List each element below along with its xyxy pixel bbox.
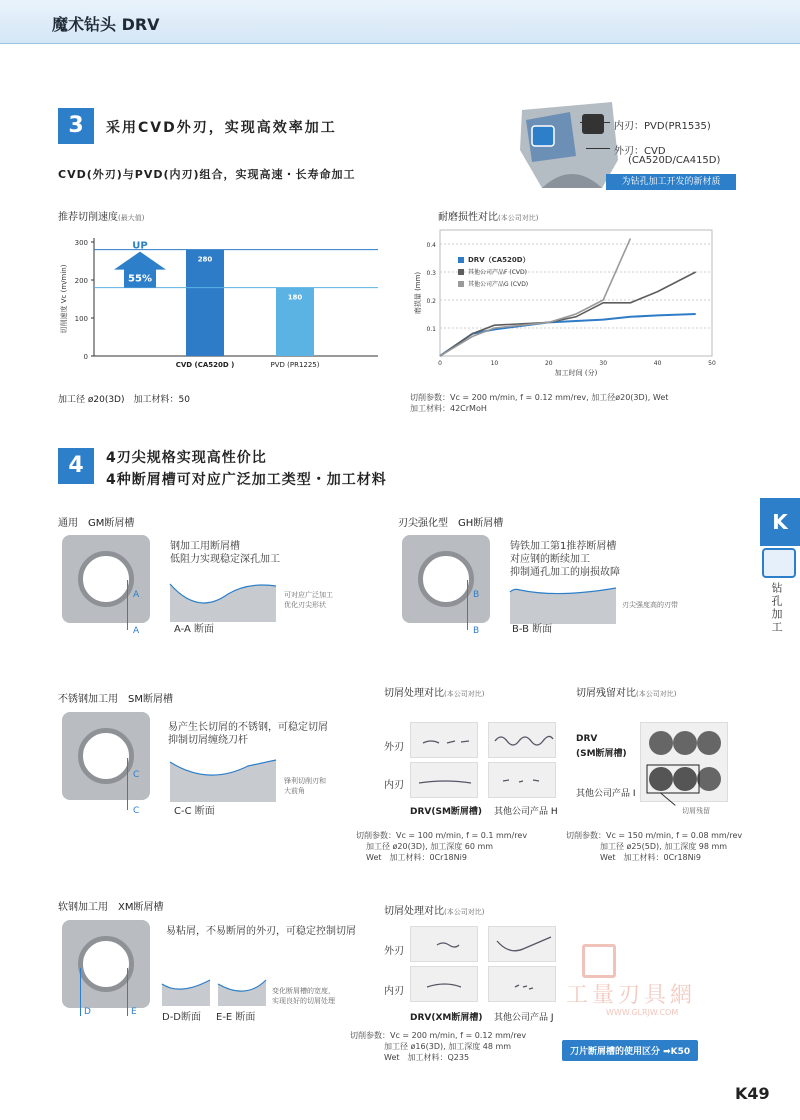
chip-residue-cond-2: 加工径 ø25(5D), 加工深度 98 mm [600,842,728,851]
section-3-number: 3 [58,108,94,144]
speed-chart-title-text: 推荐切削速度 [58,212,118,223]
xm-profile-note-1: 变化断屑槽的宽度， [272,987,335,995]
chip-residue-label: 切屑残留 [682,807,710,815]
gh-mark-top: B [473,590,480,600]
chip-cmp2-col2: 其他公司产品 J [494,1013,554,1023]
new-material-badge: 为钻孔加工开发的新材质 [606,174,736,190]
xm-mark-d: D [84,1007,91,1017]
gm-desc-1: 钢加工用断屑槽 [170,541,240,552]
sm-insert-image [62,712,150,800]
sm-section-profile [168,752,278,802]
chip-residue-title-text: 切屑残留对比 [576,688,636,699]
wear-x-tick-label: 20 [544,360,553,367]
speed-chart-condition: 加工径 ø20(3D) 加工材料：50 [58,395,190,405]
gh-profile-note: 刃尖强度高的刃带 [622,601,678,609]
watermark-logo [582,944,616,978]
chip-cmp1-cond-3: Wet 加工材料：0Cr18Ni9 [366,853,467,862]
groove-usage-link[interactable]: 刀片断屑槽的使用区分 ➡K50 [562,1040,698,1061]
gh-mark-bottom: B [473,626,480,636]
wear-chart-title-note: (本公司对比) [498,214,539,222]
chip-cmp1-col1: DRV(SM断屑槽) [410,807,483,817]
speed-bar-value: 180 [287,293,303,302]
wear-legend-label: 其他公司产品F (CVD) [468,269,527,276]
gm-section-line [127,580,128,630]
gm-title: 通用 GM断屑槽 [58,518,135,529]
chip-cmp2-cond-1: 切削参数：Vc = 200 m/min, f = 0.12 mm/rev [350,1031,527,1040]
chip-cmp1-cond-2: 加工径 ø20(3D), 加工深度 60 mm [366,842,494,851]
leader-inner [580,122,610,123]
chip-residue-drv: DRV [576,734,598,744]
up-percent: 55% [128,273,152,285]
wear-y-tick-label: 0.1 [426,326,436,333]
chip-cmp2-title-note: (本公司对比) [444,908,485,916]
chip-cmp1-drv-inner [410,762,478,798]
chip-cmp2-row-inner: 内刃 [384,986,404,997]
speed-y-tick-label: 300 [74,239,88,247]
gh-title: 刃尖强化型 GH断屑槽 [398,518,504,529]
section-4-title-2: 4种断屑槽可对应广泛加工类型・加工材料 [106,472,387,488]
sm-title: 不锈钢加工用 SM断屑槽 [58,694,173,705]
wear-legend-swatch [458,281,464,287]
chip-cmp2-col1: DRV(XM断屑槽) [410,1013,483,1023]
wear-x-axis-title: 加工时间 (分) [554,369,598,377]
sm-mark-bottom: C [133,806,140,816]
xm-insert-image [62,920,150,1008]
speed-y-tick-label: 200 [74,277,88,285]
chip-residue-cond-3: Wet 加工材料：0Cr18Ni9 [600,853,701,862]
wear-x-tick-label: 50 [708,360,716,367]
gm-desc-2: 低阻力实现稳定深孔加工 [170,554,280,565]
xm-section-e-profile [216,976,268,1006]
wear-y-axis-title: 磨损量 (mm) [414,271,422,315]
gm-profile-note-2: 优化刃尖形状 [284,601,326,609]
wear-x-tick-label: 30 [599,360,608,367]
wear-y-tick-label: 0.3 [426,270,436,277]
xm-mark-e: E [131,1007,137,1017]
section-3-subtitle: CVD(外刃)与PVD(内刃)组合，实现高速・长寿命加工 [58,168,356,181]
gm-profile-note-1: 可对应广泛加工 [284,591,333,599]
wear-chart-condition-2: 加工材料：42CrMoH [410,404,487,413]
sm-section-label: C-C 断面 [174,806,215,817]
gh-desc-3: 抑制通孔加工的崩损故障 [510,567,620,578]
gm-insert-image [62,535,150,623]
chip-residue-cond-1: 切削参数：Vc = 150 m/min, f = 0.08 mm/rev [566,831,743,840]
xm-section-e-label: E-E 断面 [216,1012,256,1023]
gm-section-label: A-A 断面 [174,624,215,635]
sm-profile-note-2: 大前角 [284,787,305,795]
wear-chart-condition-1: 切削参数：Vc = 200 m/min, f = 0.12 mm/rev, 加工径ø20(3D), Wet [410,393,669,402]
chip-residue-other: 其他公司产品 I [576,789,636,799]
gh-insert-image [402,535,490,623]
sm-desc-1: 易产生长切屑的不锈钢，可稳定切屑 [168,722,328,733]
side-tab-k[interactable]: K [760,498,800,546]
wear-y-tick-label: 0.2 [426,298,436,305]
inner-edge-label: 内刃：PVD(PR1535) [614,121,711,132]
speed-y-tick-label: 100 [74,315,88,323]
speed-chart-title [58,208,144,223]
gm-section-profile [168,572,278,622]
speed-bar [186,250,224,356]
chip-cmp1-row-inner: 内刃 [384,780,404,791]
wear-legend-swatch [458,257,464,263]
wear-plot-frame [440,230,712,356]
chip-cmp1-other-outer [488,722,556,758]
wear-y-tick-label: 0.4 [426,242,436,249]
chip-cmp1-row-outer: 外刃 [384,742,404,753]
chip-residue-title [576,684,676,699]
page-title: 魔术钻头 DRV [52,15,160,34]
gh-desc-2: 对应钢的断续加工 [510,554,590,565]
wear-legend-label: 其他公司产品G (CVD) [468,281,529,288]
outer-edge-label: 外刃：CVD [614,146,666,157]
gh-desc-1: 铸铁加工第1推荐断屑槽 [510,541,617,552]
chip-cmp2-title-text: 切屑处理对比 [384,906,444,917]
wear-chart-title [438,208,538,223]
wear-x-tick-label: 0 [438,360,442,367]
xm-section-d-label: D-D断面 [162,1012,202,1023]
wear-x-tick-label: 40 [653,360,662,367]
chip-cmp2-other-outer [488,926,556,962]
xm-profile-note-2: 实现良好的切屑处理 [272,997,335,1005]
chip-cmp2-cond-3: Wet 加工材料：Q235 [384,1053,470,1062]
section-4-title-1: 4刃尖规格实现高性价比 [106,450,267,466]
wear-legend-label: DRV（CA520D） [468,256,530,264]
outer-edge-grades: (CA520D/CA415D) [628,155,721,166]
wear-chart-title-text: 耐磨损性对比 [438,212,498,223]
speed-y-tick-label: 0 [83,353,88,361]
chip-cmp1-title-text: 切屑处理对比 [384,688,444,699]
side-vertical-label: 钻孔加工 [770,582,783,634]
sm-mark-top: C [133,770,140,780]
gm-mark-bottom: A [133,626,140,636]
page-number: K49 [735,1084,770,1103]
section-4-number: 4 [58,448,94,484]
up-label: UP [132,240,148,252]
gm-mark-top: A [133,590,140,600]
chip-cmp2-drv-outer [410,926,478,962]
watermark-url: WWW.GLRJW.COM [606,1008,679,1017]
wear-x-tick-label: 10 [490,360,499,367]
chip-cmp2-other-inner [488,966,556,1002]
chip-cmp2-title [384,902,484,917]
xm-section-line-e [127,968,128,1016]
gh-section-line [467,580,468,630]
wear-line-chart [400,222,720,382]
sm-profile-note-1: 锋利切削刃和 [284,777,326,785]
watermark-text: 工量刃具網 [566,983,697,1008]
sm-section-line [127,758,128,810]
gh-section-profile [508,584,618,624]
speed-y-axis-title: 切削速度 Vc (m/min) [60,264,68,334]
speed-bar-value: 280 [197,255,213,264]
chip-residue-drv-sub: (SM断屑槽) [576,749,627,759]
section-3-title: 采用CVD外刃，实现高效率加工 [106,120,337,136]
chip-cmp1-drv-outer [410,722,478,758]
chip-cmp2-drv-inner [410,966,478,1002]
wear-legend-swatch [458,269,464,275]
xm-section-line-d [80,968,81,1016]
speed-chart-title-note: (最大值) [118,214,145,222]
leader-outer [586,148,610,149]
sm-desc-2: 抑制切屑缠绕刀杆 [168,735,248,746]
chip-cmp1-other-inner [488,762,556,798]
chip-cmp1-title [384,684,484,699]
speed-bar-chart [56,222,386,382]
xm-desc: 易粘屑，不易断屑的外刃，可稳定控制切屑 [166,926,356,937]
chip-residue-photo [640,722,728,802]
xm-section-d-profile [160,976,212,1006]
chip-cmp1-cond-1: 切削参数：Vc = 100 m/min, f = 0.1 mm/rev [356,831,528,840]
drill-icon [762,548,796,578]
chip-cmp2-cond-2: 加工径 ø16(3D), 加工深度 48 mm [384,1042,512,1051]
chip-cmp1-col2: 其他公司产品 H [494,807,558,817]
speed-category-label: PVD (PR1225) [270,361,320,369]
chip-cmp1-title-note: (本公司对比) [444,690,485,698]
speed-category-label: CVD (CA520D ) [175,361,235,369]
xm-title: 软钢加工用 XM断屑槽 [58,902,164,913]
chip-cmp2-row-outer: 外刃 [384,946,404,957]
gh-section-label: B-B 断面 [512,624,553,635]
chip-residue-title-note: (本公司对比) [636,690,677,698]
